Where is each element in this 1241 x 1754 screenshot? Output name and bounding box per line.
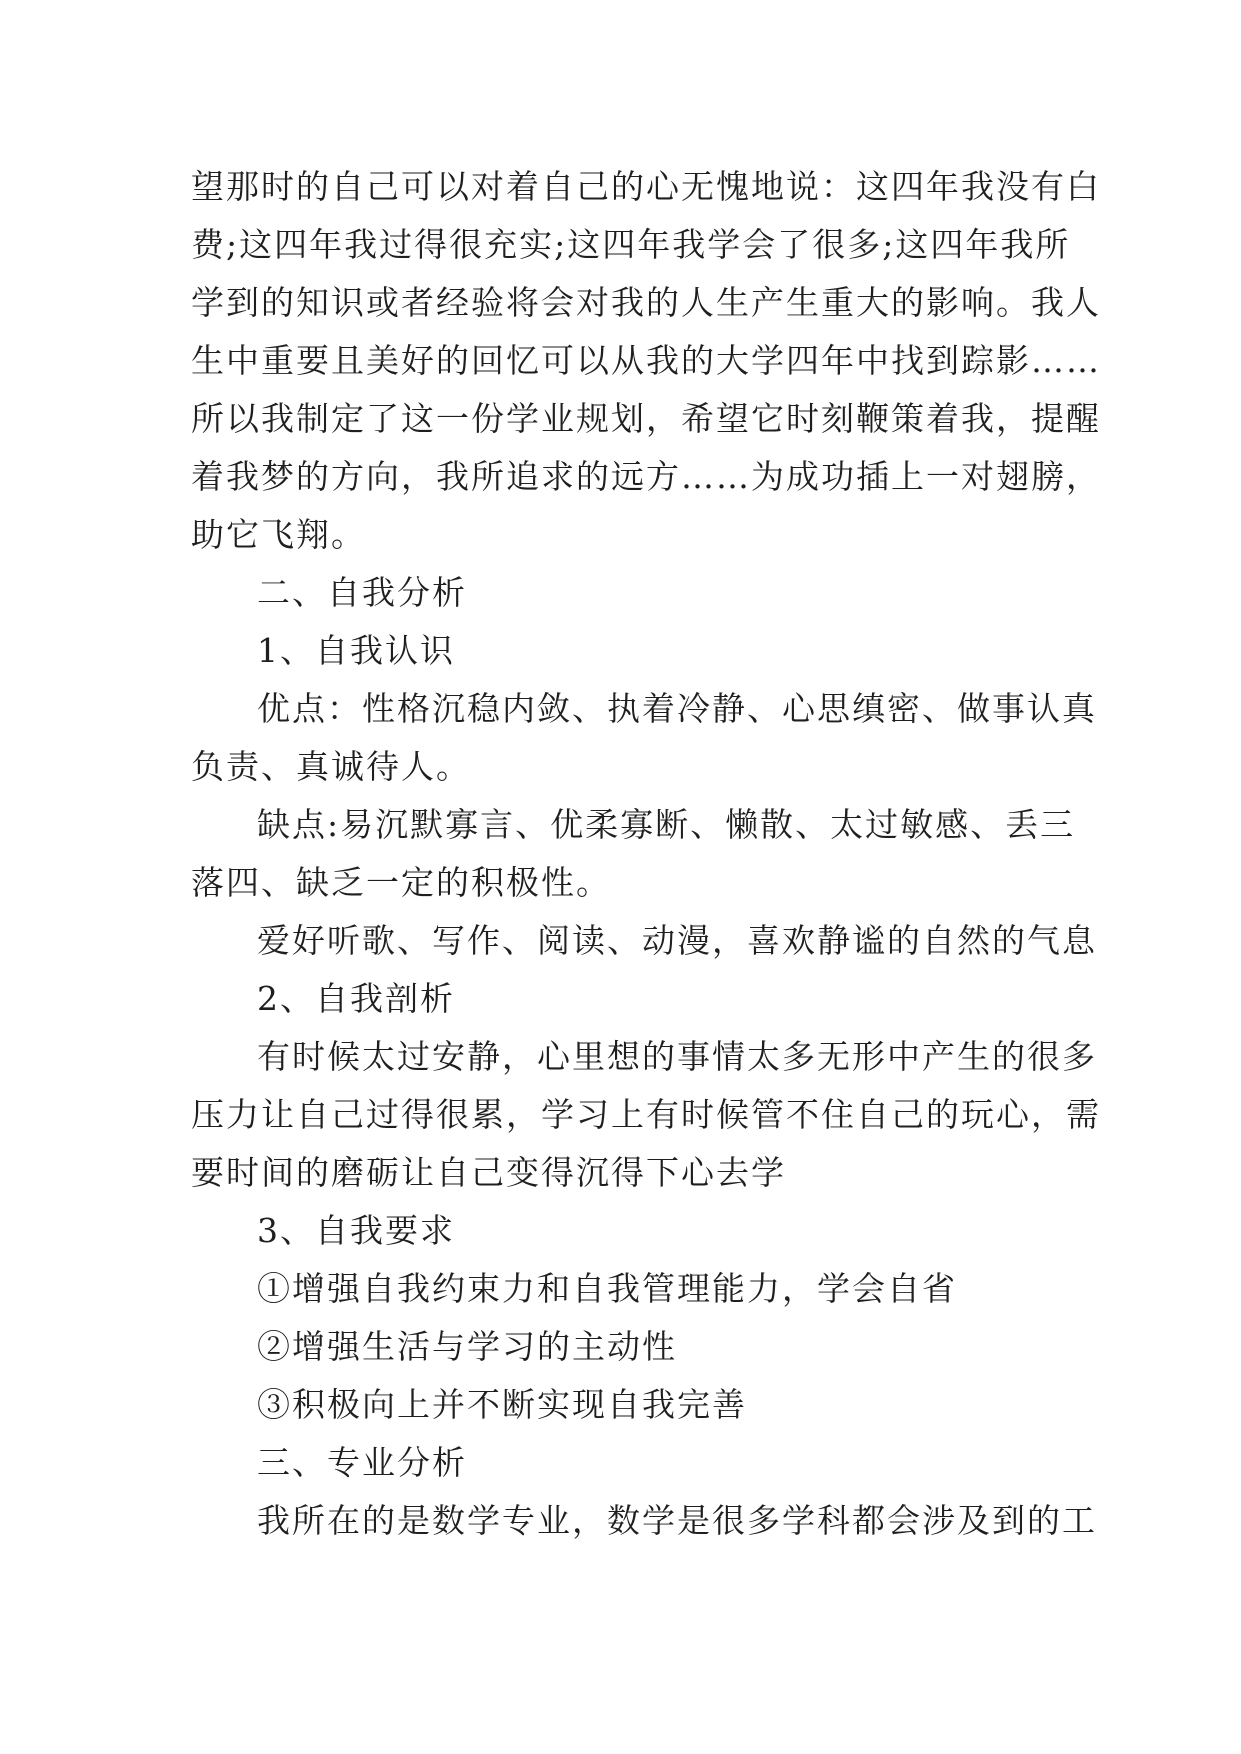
subsection-heading: 3、自我要求 <box>257 1211 455 1250</box>
section-heading: 二、自我分析 <box>257 573 467 612</box>
subsection-heading: 1、自我认识 <box>257 631 455 670</box>
text-line: 优点：性格沉稳内敛、执着冷静、心思缜密、做事认真 <box>257 689 1097 728</box>
text-line: 着我梦的方向，我所追求的远方……为成功插上一对翅膀， <box>191 457 1101 496</box>
text-line: 缺点:易沉默寡言、优柔寡断、懒散、太过敏感、丢三 <box>257 805 1076 844</box>
section-heading: 三、专业分析 <box>257 1443 467 1482</box>
text-line: 学到的知识或者经验将会对我的人生产生重大的影响。我人 <box>191 283 1101 322</box>
text-line: 生中重要且美好的回忆可以从我的大学四年中找到踪影…… <box>191 341 1101 380</box>
text-line: 负责、真诚待人。 <box>191 747 471 786</box>
subsection-heading: 2、自我剖析 <box>257 979 455 1018</box>
list-item: ①增强自我约束力和自我管理能力，学会自省 <box>257 1269 957 1308</box>
text-line: 所以我制定了这一份学业规划，希望它时刻鞭策着我，提醒 <box>191 399 1101 438</box>
text-line: 有时候太过安静，心里想的事情太多无形中产生的很多 <box>257 1037 1097 1076</box>
list-item: ③积极向上并不断实现自我完善 <box>257 1385 747 1424</box>
list-item: ②增强生活与学习的主动性 <box>257 1327 677 1366</box>
text-line: 我所在的是数学专业，数学是很多学科都会涉及到的工 <box>257 1501 1097 1540</box>
text-line: 爱好听歌、写作、阅读、动漫，喜欢静谧的自然的气息 <box>257 921 1097 960</box>
text-line: 压力让自己过得很累，学习上有时候管不住自己的玩心，需 <box>191 1095 1101 1134</box>
document-body <box>191 158 1101 1550</box>
text-line: 望那时的自己可以对着自己的心无愧地说：这四年我没有白 <box>191 167 1101 206</box>
text-line: 落四、缺乏一定的积极性。 <box>191 863 611 902</box>
text-line: 要时间的磨砺让自己变得沉得下心去学 <box>191 1153 786 1192</box>
text-line: 助它飞翔。 <box>191 515 366 554</box>
text-line: 费;这四年我过得很充实;这四年我学会了很多;这四年我所 <box>191 225 1071 264</box>
